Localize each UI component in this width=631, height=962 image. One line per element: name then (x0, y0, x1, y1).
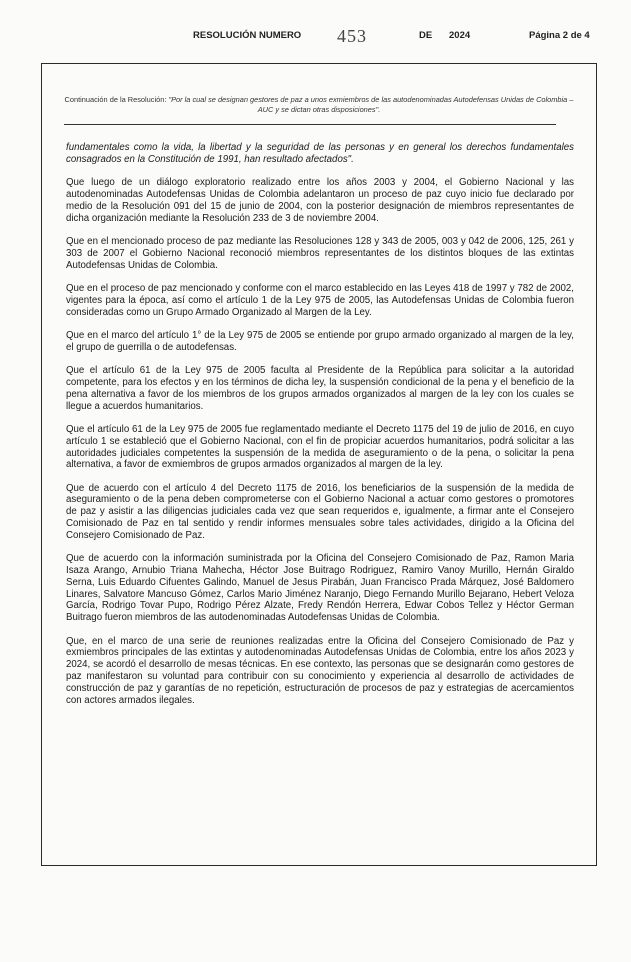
paragraph: Que el artículo 61 de la Ley 975 de 2005 fue reglamentado mediante el Decreto 1175 del 19 de julio de 2016, en cuyo artículo 1 se estableció que el Gobierno Nacional, con el fin de propiciar acuerdos humanitarios, podrá solicitar a las autoridades judiciales competentes la suspensión de la medida de aseguramiento o de la pena, o solicitar la pena alternativa, a favor de exmiembros de grupos armados organizados al margen de la ley. (66, 423, 574, 471)
continuation-heading (58, 95, 580, 115)
resolution-number: 453 (337, 26, 367, 46)
resolution-title: "Por la cual se designan gestores de paz a unos exmiembros de las autodenominadas Autodefensas Unidas de Colombia – AUC y se dictan otras disposiciones". (168, 95, 574, 114)
page-indicator: Página 2 de 4 (529, 30, 590, 41)
paragraph: Que en el marco del artículo 1° de la Ley 975 de 2005 se entiende por grupo armado organizado al margen de la ley, el grupo de guerrilla o de autodefensas. (66, 329, 574, 353)
date-label: DE (419, 30, 433, 41)
resolution-label: RESOLUCIÓN NUMERO (193, 30, 302, 41)
paragraph-continued-quote: fundamentales como la vida, la libertad y la seguridad de las personas y en general los derechos fundamentales consagrados en la Constitución de 1991, han resultado afectados". (66, 142, 574, 165)
paragraph: Que luego de un diálogo exploratorio realizado entre los años 2003 y 2004, el Gobierno Nacional y las autodenominadas Autodefensas Unidas de Colombia adelantaron un proceso de paz cuyo inicio fue declarado por medio de la Resolución 091 del 15 de junio de 2004, con la posterior designación de miembros representantes de dicha organización mediante la Resolución 233 de 3 de noviembre 2004. (66, 177, 574, 224)
paragraph: Que, en el marco de una serie de reuniones realizadas entre la Oficina del Consejero Comisionado de Paz y exmiembros principales de las extintas y autodenominadas Autodefensas Unidas de Colombia, entre los años 2023 y 2024, se acordó el desarrollo de mesas técnicas. En ese contexto, las personas que se designarán como gestores de paz manifestaron su voluntad para contribuir con su conocimiento y experiencia al desarrollo de actividades de construcción de paz y garantías de no repetición, estructuración de procesos de paz y estrategias de acercamientos con actores armados ilegales. (66, 635, 574, 706)
paragraph: Que en el proceso de paz mencionado y conforme con el marco establecido en las Leyes 418 de 1997 y 782 de 2002, vigentes para la época, así como el artículo 1 de la Ley 975 de 2005, las Autodefensas Unidas de Colombia fueron consideradas como un Grupo Armado Organizado al Margen de la Ley. (66, 282, 574, 318)
paragraph: Que el artículo 61 de la Ley 975 de 2005 faculta al Presidente de la República para solicitar a la autoridad competente, para los efectos y en los términos de dicha ley, la suspensión condicional de la pena y el beneficio de la pena alternativa a favor de los miembros de los grupos armados organizados al margen de la ley con los cuales se llegue a acuerdos humanitarios. (66, 365, 574, 412)
paragraph: Que de acuerdo con el artículo 4 del Decreto 1175 de 2016, los beneficiarios de la suspensión de la medida de aseguramiento o de la pena deben comprometerse con el Gobierno Nacional a actuar como gestores o promotores de paz y asistir a las diligencias judiciales cada vez que sean requeridos e, igualmente, a firmar ante el Consejero Comisionado de Paz en tal sentido y rendir informes mensuales sobre tales actividades, dirigido a la Oficina del Consejero Comisionado de Paz. (66, 482, 574, 541)
document-body (66, 142, 574, 718)
heading-divider (64, 124, 556, 125)
paragraph: Que en el mencionado proceso de paz mediante las Resoluciones 128 y 343 de 2005, 003 y 042 de 2006, 125, 261 y 303 de 2007 el Gobierno Nacional reconoció miembros representantes de los distintos bloques de las extintas Autodefensas Unidas de Colombia. (66, 235, 574, 271)
continuation-lead: Continuación de la Resolución: (64, 95, 167, 104)
paragraph: Que de acuerdo con la información suministrada por la Oficina del Consejero Comisionado de Paz, Ramon Maria Isaza Arango, Arnubio Triana Mahecha, Héctor Jose Buitrago Rodriguez, Ramiro Vanoy Murillo, Hernán Giraldo Serna, Luis Eduardo Cifuentes Galindo, Manuel de Jesus Pirabán, Juan Francisco Prada Márquez, José Baldomero Linares, Salvatore Mancuso Gómez, Carlos Mario Jiménez Naranjo, Diego Fernando Murillo Bejarano, Hebert Veloza García, Rodrigo Tovar Pupo, Rodrigo Pérez Alzate, Fredy Rendón Herrera, Edwar Cobos Tellez y Héctor German Buitrago fueron miembros de las autodenominadas Autodefensas Unidas de Colombia. (66, 553, 574, 624)
page-header (0, 26, 631, 46)
resolution-year: 2024 (449, 30, 471, 41)
